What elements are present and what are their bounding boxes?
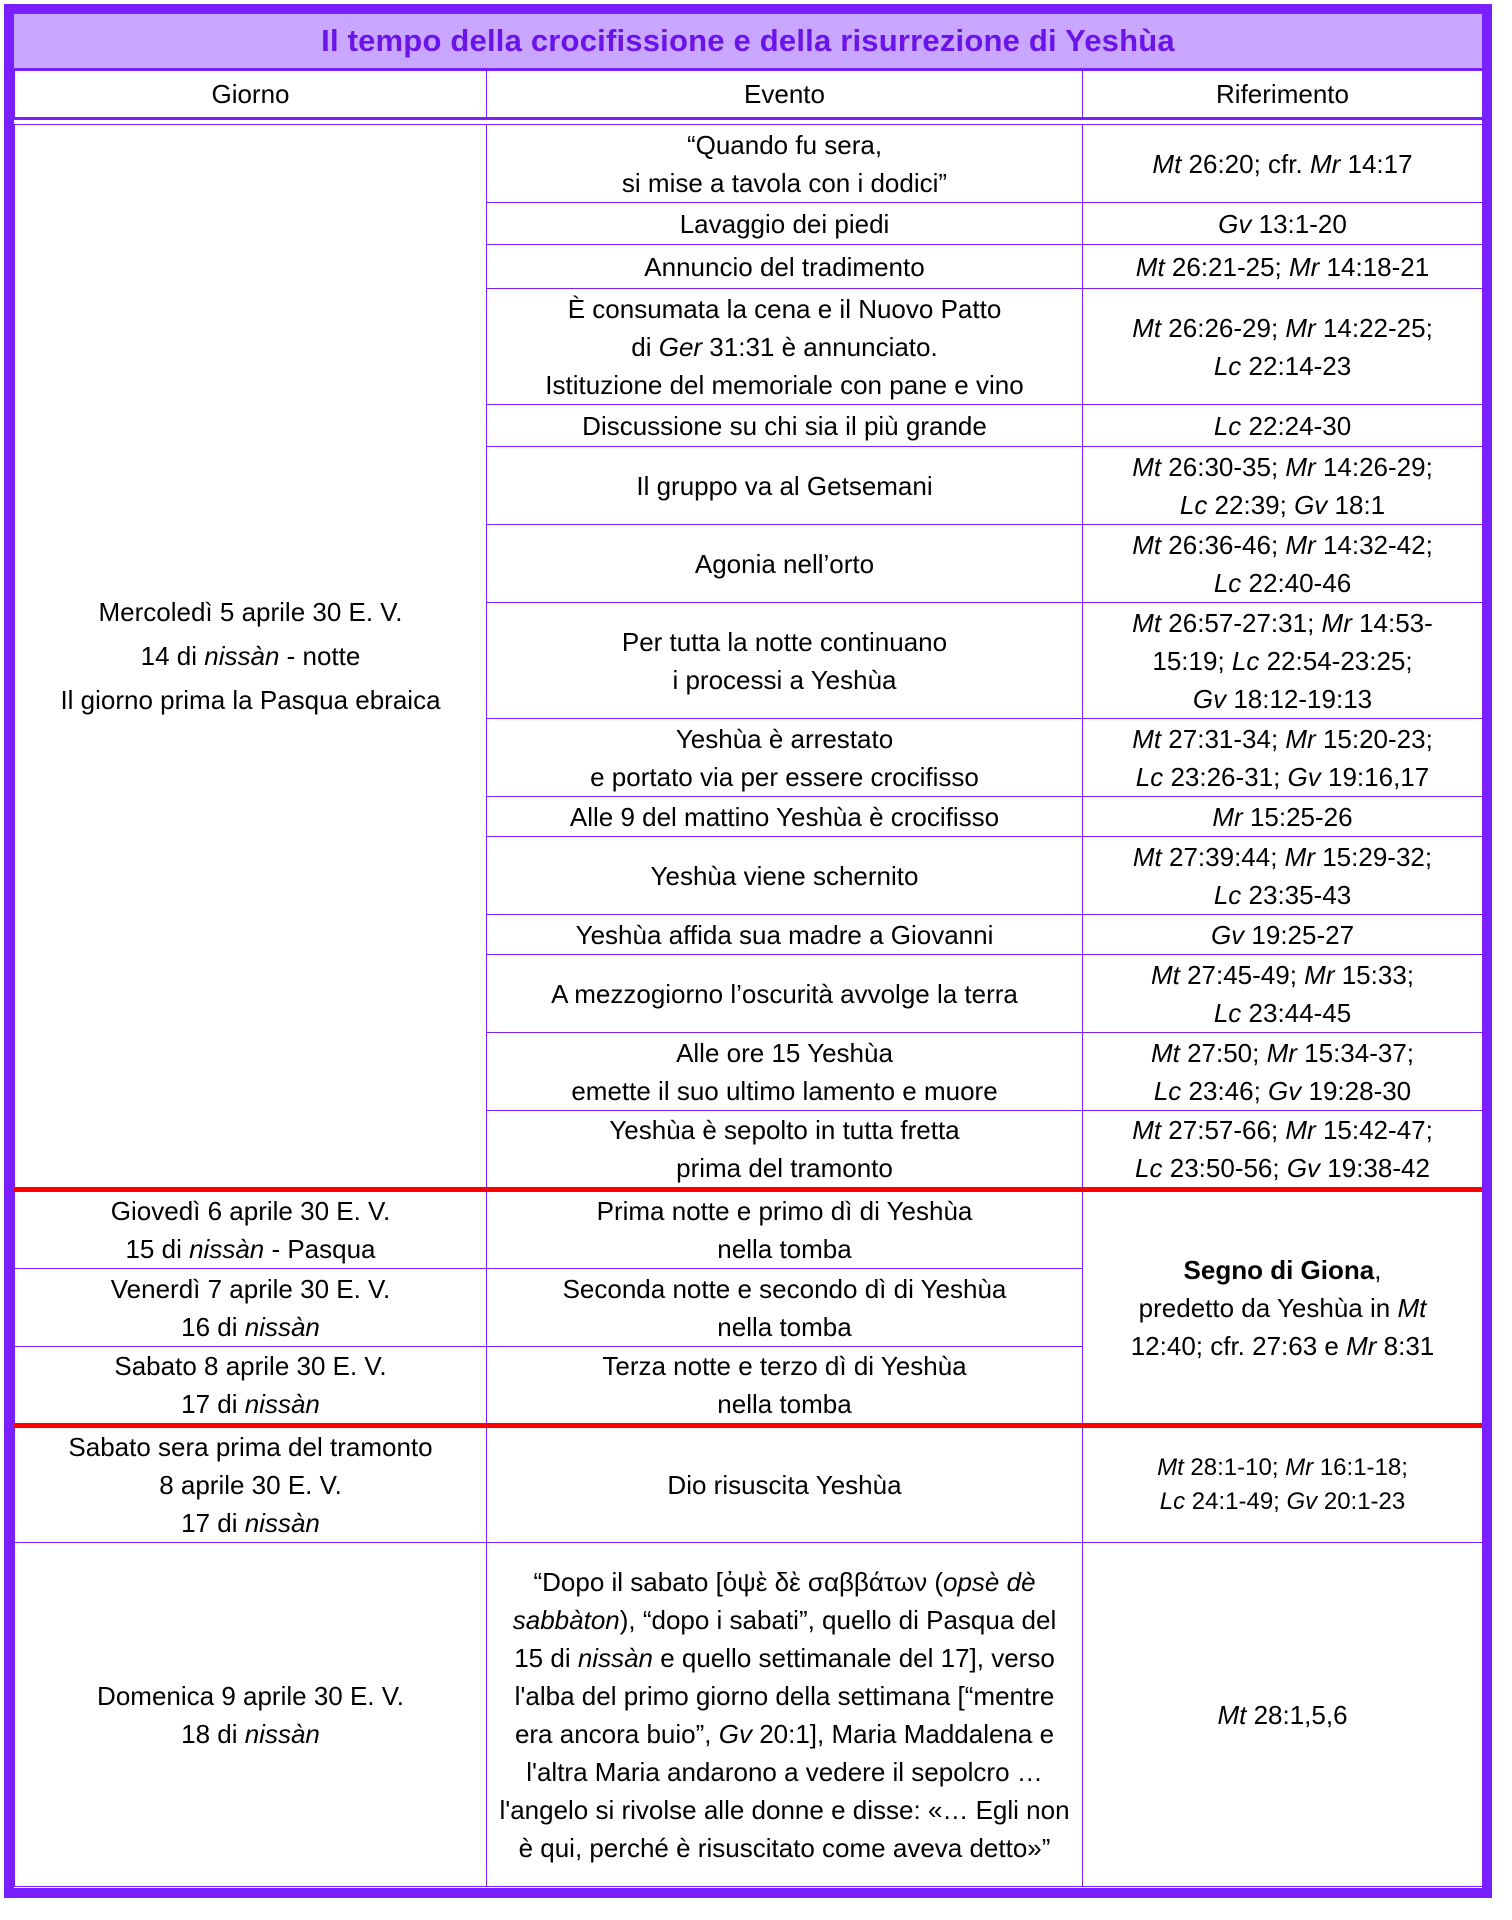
day-text-italic: nissàn xyxy=(204,641,280,671)
event-cell xyxy=(487,1111,1083,1190)
event-text: di xyxy=(631,331,659,362)
day-line: Il giorno prima la Pasqua ebraica xyxy=(60,685,441,715)
ref-cell xyxy=(1083,525,1483,603)
ref-cell xyxy=(1083,245,1483,289)
event-cell xyxy=(487,1033,1083,1111)
ref-book: Lc xyxy=(1213,879,1242,910)
event-line: Seconda notte e secondo dì di Yeshùa xyxy=(562,1273,1007,1304)
event-cell: Annuncio del tradimento xyxy=(487,245,1083,289)
ref-book: Lc xyxy=(1159,1488,1186,1515)
ref-book: Lc xyxy=(1179,489,1208,520)
ref-text: 22:40-46 xyxy=(1241,567,1352,598)
event-line: prima del tramonto xyxy=(676,1153,893,1183)
day-line: Domenica 9 aprile 30 E. V. xyxy=(97,1680,404,1711)
day-line xyxy=(21,1504,480,1542)
ref-line xyxy=(1089,526,1476,564)
ref-line xyxy=(1089,720,1476,758)
ref-line xyxy=(1089,1451,1476,1485)
event-line: Yeshùa è sepolto in tutta fretta xyxy=(609,1115,960,1145)
event-text-italic: nissàn xyxy=(577,1642,653,1673)
table-row xyxy=(15,1543,1483,1887)
ref-line xyxy=(1089,1034,1476,1072)
ref-text: 13:1-20 xyxy=(1251,208,1347,239)
event-line: nella tomba xyxy=(717,1234,852,1264)
event-text: e quello settimanale del 17], verso l'alba del primo giorno della settimana [“mentre era ancora buio”, xyxy=(514,1642,1055,1749)
ref-book: Mr xyxy=(1285,529,1316,560)
table-row xyxy=(15,1426,1483,1543)
event-text-italic: sabbàton xyxy=(512,1604,620,1635)
event-line: “Quando fu sera, xyxy=(686,129,883,160)
ref-book: Mr xyxy=(1284,841,1315,872)
event-line: Terza notte e terzo dì di Yeshùa xyxy=(602,1351,967,1381)
ref-text: 27:45-49; xyxy=(1179,959,1305,990)
event-cell: Agonia nell’orto xyxy=(487,525,1083,603)
ref-book: Mr xyxy=(1285,1115,1316,1145)
ref-book: Mr xyxy=(1309,148,1341,179)
day-text: 15 di xyxy=(125,1234,190,1264)
event-cell: Alle 9 del mattino Yeshùa è crocifisso xyxy=(487,797,1083,837)
ref-text: 19:16,17 xyxy=(1320,761,1430,792)
event-line: si mise a tavola con i dodici” xyxy=(621,167,948,198)
ref-text: 8:31 xyxy=(1376,1330,1435,1361)
ref-cell xyxy=(1083,719,1483,797)
ref-line xyxy=(1089,309,1476,347)
day-cell-friday xyxy=(15,1269,487,1347)
ref-line xyxy=(1089,1485,1476,1519)
ref-book: Mr xyxy=(1321,607,1352,638)
timeline-table xyxy=(14,70,1483,1887)
event-cell: Dio risuscita Yeshùa xyxy=(487,1426,1083,1543)
ref-cell xyxy=(1083,1426,1483,1543)
ref-text: 22:24-30 xyxy=(1241,410,1352,441)
event-cell: A mezzogiorno l’oscurità avvolge la terra xyxy=(487,955,1083,1033)
day-line: Venerdì 7 aprile 30 E. V. xyxy=(110,1273,391,1304)
ref-cell xyxy=(1083,1111,1483,1190)
day-text: 14 di xyxy=(140,641,205,671)
event-cell xyxy=(487,1269,1083,1347)
ref-cell xyxy=(1083,203,1483,245)
ref-book: Mt xyxy=(1152,148,1182,179)
ref-cell xyxy=(1083,797,1483,837)
ref-text: 14:22-25; xyxy=(1315,312,1433,343)
ref-cell-giona xyxy=(1083,1190,1483,1426)
ref-book: Gv xyxy=(1287,761,1321,792)
ref-line xyxy=(1089,680,1476,718)
event-text: 20:1], Maria Maddalena e l'altra Maria andarono a vedere il sepolcro … l'angelo si rivolse alle donne e disse: «… Egli non è qui, perché è risuscitato come aveva detto»” xyxy=(499,1718,1070,1863)
day-line xyxy=(21,1308,480,1346)
ref-book: Mt xyxy=(1132,1115,1162,1145)
ref-cell xyxy=(1083,289,1483,405)
ref-line xyxy=(1089,758,1476,796)
day-text: - notte xyxy=(279,641,361,671)
ref-book: Mr xyxy=(1285,1454,1314,1481)
ref-text: 12:40; cfr. 27:63 e xyxy=(1130,1330,1347,1361)
ref-text: 15:42-47; xyxy=(1315,1115,1433,1145)
ref-book: Mr xyxy=(1304,959,1335,990)
event-cell xyxy=(487,125,1083,203)
ref-text: 26:21-25; xyxy=(1164,251,1289,282)
ref-text: 26:57-27:31; xyxy=(1161,607,1322,638)
ref-book: Mr xyxy=(1289,251,1320,282)
ref-text: 15:19; xyxy=(1152,645,1232,676)
event-cell: Discussione su chi sia il più grande xyxy=(487,405,1083,447)
header-giorno: Giorno xyxy=(15,71,487,119)
ref-cell xyxy=(1083,603,1483,719)
ref-text: 18:12-19:13 xyxy=(1226,683,1373,714)
ref-book: Mt xyxy=(1150,959,1180,990)
ref-text: 24:1-49; xyxy=(1185,1488,1287,1515)
event-cell: Yeshùa affida sua madre a Giovanni xyxy=(487,915,1083,955)
ref-book: Mr xyxy=(1285,312,1316,343)
event-cell xyxy=(487,603,1083,719)
ref-book: Mt xyxy=(1132,723,1162,754)
ref-text: 27:57-66; xyxy=(1161,1115,1286,1145)
ref-text: 22:14-23 xyxy=(1241,350,1352,381)
ref-text: 14:53- xyxy=(1351,607,1433,638)
header-evento: Evento xyxy=(487,71,1083,119)
event-cell xyxy=(487,1190,1083,1269)
ref-book: Lc xyxy=(1153,1075,1182,1106)
ref-book: Lc xyxy=(1231,645,1260,676)
event-line: nella tomba xyxy=(717,1389,852,1419)
day-text: 18 di xyxy=(181,1718,245,1749)
ref-text: 22:54-23:25; xyxy=(1259,645,1413,676)
event-cell-sunday xyxy=(487,1543,1083,1887)
ref-text: 14:17 xyxy=(1340,148,1413,179)
ref-text: 27:31-34; xyxy=(1161,723,1286,754)
ref-line xyxy=(1089,1289,1476,1327)
ref-line xyxy=(1089,1111,1476,1149)
ref-line xyxy=(1089,1327,1476,1365)
ref-book: Mt xyxy=(1132,529,1162,560)
ref-cell xyxy=(1083,955,1483,1033)
ref-text: 28:1-10; xyxy=(1183,1454,1286,1481)
event-cell xyxy=(487,289,1083,405)
day-text: 16 di xyxy=(181,1311,245,1342)
event-text: “Dopo il sabato [ὀψὲ δὲ σαββάτων ( xyxy=(533,1566,943,1597)
ref-line xyxy=(1089,448,1476,486)
ref-line xyxy=(1089,486,1476,524)
ref-book: Gv xyxy=(1218,208,1252,239)
ref-line xyxy=(1089,347,1476,385)
day-text-italic: nissàn xyxy=(244,1389,320,1419)
ref-book: Mt xyxy=(1157,1454,1184,1481)
ref-line xyxy=(1089,604,1476,642)
event-line xyxy=(493,328,1076,366)
event-cell: Il gruppo va al Getsemani xyxy=(487,447,1083,525)
event-line: Istituzione del memoriale con pane e vino xyxy=(545,369,1024,400)
ref-book: Mt xyxy=(1217,1699,1247,1730)
ref-book: Mr xyxy=(1266,1037,1297,1068)
table-row xyxy=(15,1190,1483,1269)
day-text-italic: nissàn xyxy=(244,1718,320,1749)
event-cell: Yeshùa viene schernito xyxy=(487,837,1083,915)
ref-book: Mt xyxy=(1132,841,1162,872)
event-line: Yeshùa è arrestato xyxy=(675,723,894,754)
event-cell xyxy=(487,719,1083,797)
event-text: 31:31 è annunciato. xyxy=(702,331,938,362)
day-text: 17 di xyxy=(181,1508,245,1538)
ref-book: Lc xyxy=(1213,410,1242,441)
ref-text: 15:29-32; xyxy=(1315,841,1433,872)
ref-book: Lc xyxy=(1213,997,1242,1028)
ref-line xyxy=(1089,1072,1476,1110)
event-line: È consumata la cena e il Nuovo Patto xyxy=(567,293,1002,324)
ref-book: Mt xyxy=(1132,312,1162,343)
event-text-italic: opsè dè xyxy=(943,1566,1036,1597)
page-title: Il tempo della crocifissione e della risurrezione di Yeshùa xyxy=(14,14,1482,70)
event-line: Alle ore 15 Yeshùa xyxy=(676,1037,893,1068)
day-text: - Pasqua xyxy=(264,1234,376,1264)
ref-cell xyxy=(1083,1033,1483,1111)
ref-text: 26:30-35; xyxy=(1161,451,1286,482)
ref-text: 23:46; xyxy=(1181,1075,1269,1106)
day-line xyxy=(21,1230,480,1268)
ref-text: 27:39:44; xyxy=(1161,841,1285,872)
ref-book: Gv xyxy=(1268,1075,1302,1106)
ref-book: Gv xyxy=(1192,683,1227,714)
day-line xyxy=(21,634,480,678)
day-cell-saturday-evening xyxy=(15,1426,487,1543)
day-text-italic: nissàn xyxy=(189,1234,265,1264)
ref-line xyxy=(1089,564,1476,602)
ref-line xyxy=(1089,1149,1476,1187)
day-text-italic: nissàn xyxy=(244,1311,320,1342)
ref-book: Mr xyxy=(1285,723,1316,754)
ref-book: Gv xyxy=(1286,1153,1321,1183)
day-line: Giovedì 6 aprile 30 E. V. xyxy=(110,1196,391,1226)
day-cell-wednesday xyxy=(15,125,487,1190)
event-line: e portato via per essere crocifisso xyxy=(590,761,979,792)
ref-text: 23:44-45 xyxy=(1241,997,1352,1028)
ref-line xyxy=(1089,994,1476,1032)
event-line: Per tutta la notte continuano xyxy=(621,626,948,657)
day-line: Mercoledì 5 aprile 30 E. V. xyxy=(98,597,403,627)
ref-book: Mr xyxy=(1212,801,1243,832)
ref-book: Lc xyxy=(1213,567,1242,598)
ref-cell xyxy=(1083,915,1483,955)
ref-cell xyxy=(1083,1543,1483,1887)
ref-text: , xyxy=(1374,1254,1382,1285)
day-line xyxy=(21,1715,480,1753)
ref-line xyxy=(1089,838,1476,876)
day-line: 8 aprile 30 E. V. xyxy=(159,1470,342,1500)
ref-text: 15:20-23; xyxy=(1315,723,1433,754)
ref-book: Mt xyxy=(1132,451,1162,482)
event-text-italic: Gv xyxy=(718,1718,752,1749)
ref-book: Lc xyxy=(1213,350,1242,381)
event-line: nella tomba xyxy=(717,1311,852,1342)
ref-text: predetto da Yeshùa in xyxy=(1138,1292,1398,1323)
ref-text: 26:20; cfr. xyxy=(1181,148,1310,179)
ref-text: 15:25-26 xyxy=(1242,801,1353,832)
ref-line xyxy=(1089,876,1476,914)
ref-text-bold: Segno di Giona xyxy=(1183,1254,1375,1285)
day-line: Sabato 8 aprile 30 E. V. xyxy=(114,1351,387,1381)
header-row xyxy=(15,71,1483,119)
ref-book: Mt xyxy=(1135,251,1165,282)
ref-text: 26:36-46; xyxy=(1161,529,1286,560)
event-line: i processi a Yeshùa xyxy=(672,664,897,695)
table-row xyxy=(15,125,1483,203)
ref-cell xyxy=(1083,405,1483,447)
ref-text: 14:32-42; xyxy=(1315,529,1433,560)
day-text: 17 di xyxy=(181,1389,245,1419)
ref-text: 20:1-23 xyxy=(1317,1488,1406,1515)
day-line: Sabato sera prima del tramonto xyxy=(68,1432,433,1462)
ref-book: Mt xyxy=(1132,607,1162,638)
ref-line xyxy=(1089,1251,1476,1289)
ref-text: 16:1-18; xyxy=(1313,1454,1408,1481)
ref-text: 26:26-29; xyxy=(1161,312,1286,343)
ref-text: 23:50-56; xyxy=(1162,1153,1287,1183)
ref-book: Gv xyxy=(1286,1488,1318,1515)
day-line xyxy=(21,1385,480,1423)
document-frame xyxy=(4,4,1492,1898)
event-line: emette il suo ultimo lamento e muore xyxy=(571,1075,998,1106)
ref-cell xyxy=(1083,447,1483,525)
ref-text: 23:35-43 xyxy=(1241,879,1352,910)
ref-book: Gv xyxy=(1210,919,1245,950)
header-riferimento: Riferimento xyxy=(1083,71,1483,119)
ref-text: 19:38-42 xyxy=(1320,1153,1430,1183)
event-text: ), “dopo i sabati”, quello di Pasqua del 15 di xyxy=(514,1604,1057,1673)
ref-text: 18:1 xyxy=(1327,489,1386,520)
ref-cell xyxy=(1083,125,1483,203)
ref-book: Mr xyxy=(1285,451,1316,482)
day-cell-thursday xyxy=(15,1190,487,1269)
day-cell-sunday xyxy=(15,1543,487,1887)
ref-text: 28:1,5,6 xyxy=(1246,1699,1348,1730)
ref-book: Lc xyxy=(1135,761,1164,792)
day-cell-saturday xyxy=(15,1347,487,1426)
event-cell: Lavaggio dei piedi xyxy=(487,203,1083,245)
day-text-italic: nissàn xyxy=(244,1508,320,1538)
ref-text: 19:28-30 xyxy=(1301,1075,1412,1106)
ref-text: 14:18-21 xyxy=(1319,251,1430,282)
event-line: Prima notte e primo dì di Yeshùa xyxy=(596,1196,973,1226)
ref-text: 22:39; xyxy=(1207,489,1295,520)
ref-book: Mt xyxy=(1397,1292,1427,1323)
ref-book: Gv xyxy=(1294,489,1328,520)
ref-line xyxy=(1089,956,1476,994)
ref-text: 23:26-31; xyxy=(1163,761,1288,792)
ref-line xyxy=(1089,642,1476,680)
ref-text: 15:34-37; xyxy=(1296,1037,1415,1068)
event-cell xyxy=(487,1347,1083,1426)
ref-book: Mr xyxy=(1346,1330,1377,1361)
ref-text: 19:25-27 xyxy=(1244,919,1355,950)
event-text-italic: Ger xyxy=(658,331,703,362)
ref-cell xyxy=(1083,837,1483,915)
ref-text: 14:26-29; xyxy=(1315,451,1433,482)
ref-text: 27:50; xyxy=(1179,1037,1267,1068)
ref-book: Lc xyxy=(1135,1153,1163,1183)
ref-text: 15:33; xyxy=(1334,959,1415,990)
ref-book: Mt xyxy=(1150,1037,1180,1068)
